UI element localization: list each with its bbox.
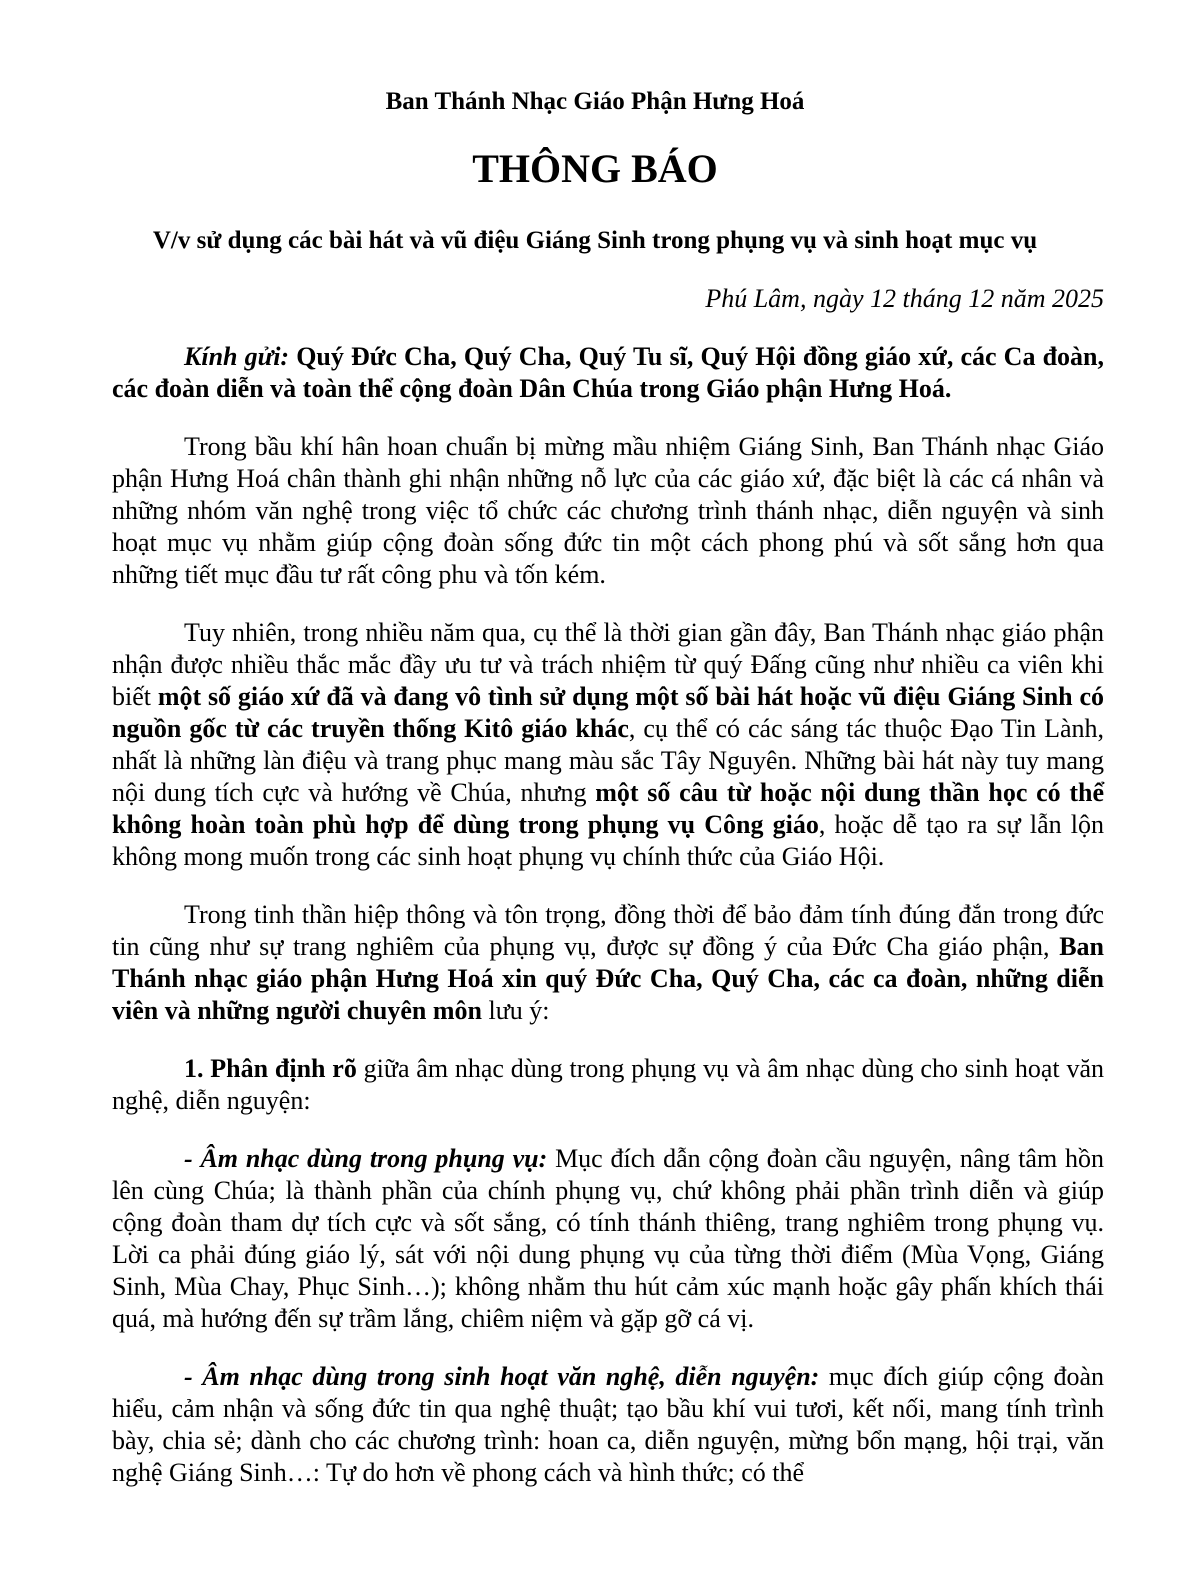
paragraph-concern-text-d: , hoặc dễ tạo ra sự lẫn lộn không mong muốn trong các sinh hoạt phụng vụ chính thức của Giáo Hội. [112, 810, 1104, 871]
point-cultural-music-text: mục đích giúp cộng đoàn hiểu, cảm nhận và sống đức tin qua nghệ thuật; tạo bầu khí vui tươi, kết nối, mang tính trình bày, chia sẻ; dành cho các chương trình: hoan ca, diễn nguyện, mừng bổn mạng, hội trại, văn nghệ Giáng Sinh…: Tự do hơn về phong cách và hình thức; có thể [112, 1362, 1104, 1487]
point-1-text: giữa âm nhạc dùng trong phụng vụ và âm nhạc dùng cho sinh hoạt văn nghệ, diễn nguyện: [112, 1054, 1104, 1115]
salutation-recipients: Quý Đức Cha, Quý Cha, Quý Tu sĩ, Quý Hội đồng giáo xứ, các Ca đoàn, các đoàn diễn và toàn thể cộng đoàn Dân Chúa trong Giáo phận Hưng Hoá. [112, 342, 1104, 403]
paragraph-concern [112, 617, 1104, 873]
point-liturgical-music [112, 1143, 1104, 1335]
document-subject: V/v sử dụng các bài hát và vũ điệu Giáng Sinh trong phụng vụ và sinh hoạt mục vụ [152, 227, 1038, 254]
paragraph-request-text-c: lưu ý: [481, 996, 550, 1025]
paragraph-concern-text-c: , cụ thể có các sáng tác thuộc Đạo Tin Lành, nhất là những làn điệu và trang phục mang màu sắc Tây Nguyên. Những bài hát này tuy mang nội dung tích cực và hướng về Chúa, nhưng [112, 714, 1104, 807]
document-date: Phú Lâm, ngày 12 tháng 12 năm 2025 [705, 284, 1104, 313]
paragraph-intro [112, 431, 1104, 591]
salutation-label: Kính gửi: [184, 342, 290, 371]
paragraph-concern-text-a: Tuy nhiên, trong nhiều năm qua, cụ thể là thời gian gần đây, Ban Thánh nhạc giáo phận nhận được nhiều thắc mắc đầy ưu tư và trách nhiệm từ quý Đấng cũng như nhiều ca viên khi biết [112, 618, 1104, 711]
paragraph-request [112, 899, 1104, 1027]
salutation [112, 341, 1104, 405]
paragraph-request-text-a: Trong tinh thần hiệp thông và tôn trọng, đồng thời để bảo đảm tính đúng đắn trong đức tin cũng như sự trang nghiêm của phụng vụ, được sự đồng ý của Đức Cha giáo phận, [112, 900, 1104, 961]
point-1 [112, 1053, 1104, 1117]
point-1-heading: 1. Phân định rõ [184, 1054, 357, 1083]
point-cultural-music [112, 1361, 1104, 1489]
paragraph-concern-bold-1: một số giáo xứ đã và đang vô tình sử dụng một số bài hát hoặc vũ điệu Giáng Sinh có nguồn gốc từ các truyền thống Kitô giáo khác [112, 682, 1104, 743]
point-liturgical-music-text: Mục đích dẫn cộng đoàn cầu nguyện, nâng tâm hồn lên cùng Chúa; là thành phần của chính phụng vụ, chứ không phải phần trình diễn và giúp cộng đoàn tham dự tích cực và sốt sắng, có tính thánh thiêng, trang nghiêm trong phụng vụ. Lời ca phải đúng giáo lý, sát với nội dung phụng vụ của từng thời điểm (Mùa Vọng, Giáng Sinh, Mùa Chay, Phục Sinh…); không nhằm thu hút cảm xúc mạnh hoặc gây phấn khích thái quá, mà hướng đến sự trầm lắng, chiêm niệm và gặp gỡ cá vị. [112, 1144, 1104, 1333]
paragraph-concern-bold-2: một số câu từ hoặc nội dung thần học có thể không hoàn toàn phù hợp để dùng trong phụng vụ Công giáo [112, 778, 1104, 839]
paragraph-request-bold: Ban Thánh nhạc giáo phận Hưng Hoá xin quý Đức Cha, Quý Cha, các ca đoàn, những diễn viên và những người chuyên môn [112, 932, 1104, 1025]
document-title: THÔNG BÁO [472, 146, 718, 191]
paragraph-intro-text: Trong bầu khí hân hoan chuẩn bị mừng mầu nhiệm Giáng Sinh, Ban Thánh nhạc Giáo phận Hưng Hoá chân thành ghi nhận những nỗ lực của các giáo xứ, đặc biệt là các cá nhân và những nhóm văn nghệ trong việc tổ chức các chương trình thánh nhạc, diễn nguyện và sinh hoạt mục vụ nhằm giúp cộng đoàn sống đức tin một cách phong phú và sốt sắng hơn qua những tiết mục đầu tư rất công phu và tốn kém. [112, 432, 1104, 589]
organization-name: Ban Thánh Nhạc Giáo Phận Hưng Hoá [385, 88, 805, 115]
point-cultural-music-label: - Âm nhạc dùng trong sinh hoạt văn nghệ, diễn nguyện: [184, 1362, 820, 1391]
document-body [112, 341, 1104, 1515]
point-liturgical-music-label: - Âm nhạc dùng trong phụng vụ: [184, 1144, 548, 1173]
